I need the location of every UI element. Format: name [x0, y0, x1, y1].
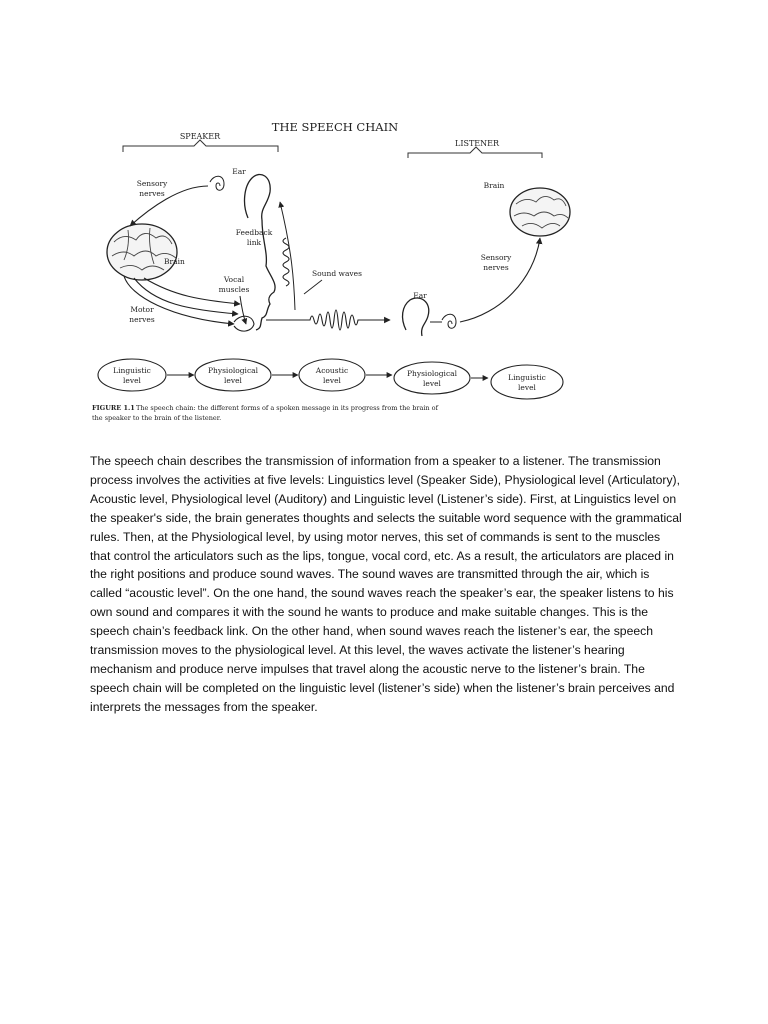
level-acoustic — [299, 359, 365, 391]
feedback-label-1: Feedback — [235, 228, 273, 237]
level-1-line-1: Linguistic — [113, 366, 151, 375]
level-2-line-1: Physiological — [207, 366, 259, 375]
level-physiological-speaker — [195, 359, 271, 391]
sound-waves-label: Sound waves — [312, 269, 362, 278]
motor-nerves-label-1: Motor — [130, 305, 154, 314]
listener-ear-label: Ear — [413, 291, 427, 300]
body-text-block — [90, 452, 682, 717]
vocal-muscles-label-1: Vocal — [223, 275, 245, 284]
level-3-line-1: Acoustic — [315, 366, 349, 375]
feedback-wave — [283, 238, 289, 286]
feedback-label-2: link — [246, 238, 262, 247]
level-4-line-1: Physiological — [406, 369, 458, 378]
speaker-sensory-label-1: Sensory — [136, 179, 168, 188]
listener-sensory-label-1: Sensory — [480, 253, 512, 262]
motor-nerves-label-2: nerves — [129, 315, 155, 324]
level-2-line-2: level — [224, 376, 242, 385]
speaker-brain-label: Brain — [164, 257, 185, 266]
listener-brain-icon — [510, 188, 570, 236]
speaker-heading: SPEAKER — [179, 132, 221, 141]
listener-ear-icon — [403, 298, 456, 336]
speech-chain-figure — [90, 100, 580, 435]
level-1-line-2: level — [123, 376, 141, 385]
speaker-brain-icon — [107, 224, 177, 280]
figure-caption-label: FIGURE 1.1 — [92, 404, 135, 412]
level-3-line-2: level — [323, 376, 341, 385]
speaker-sensory-label-2: nerves — [139, 189, 165, 198]
speaker-ear-icon — [210, 174, 270, 220]
listener-brain-label: Brain — [483, 181, 505, 190]
level-5-line-2: level — [518, 383, 536, 392]
body-paragraph: The speech chain describes the transmission of information from a speaker to a listener. The transmission process involves the activities at five levels: Linguistics level (Speaker Side), Physiological level (Articulatory), Acoustic level, Physiological level (Auditory) and Linguistic level (Listener’s side). First, at Linguistics level on the speaker's side, the brain generates thoughts and selects the suitable word sequence with the grammatical rules. Then, at the Physiological level, by using motor nerves, this set of commands is sent to the muscles that control the articulators such as the lips, tongue, vocal cord, etc. As a result, the articulators are placed in the right positions and produce sound waves. The sound waves are transmitted through the air, which is called “acoustic level”. On the one hand, the sound waves reach the speaker’s ear, the speaker listens to his own sound and compares it with the sound he wants to produce and make suitable changes. This is the speech chain’s feedback link. On the other hand, when sound waves reach the listener’s ear, the speech transmission moves to the physiological level. At this level, the waves activate the listener’s hearing mechanism and produce nerve impulses that travel along the acoustic nerve to the listener’s brain. The speech chain will be completed on the linguistic level (listener’s side) when the listener’s brain perceives and interprets the messages from the speaker. — [90, 454, 682, 714]
figure-title: THE SPEECH CHAIN — [271, 120, 399, 134]
speech-chain-diagram — [90, 100, 580, 435]
level-linguistic-listener — [491, 365, 563, 399]
figure-caption-line-1: The speech chain: the different forms of a spoken message in its progress from the brain of — [136, 404, 438, 412]
vocal-muscles-label-2: muscles — [218, 285, 250, 294]
vocal-muscles-pointer — [240, 296, 246, 324]
listener-sensory-nerve-path — [460, 238, 540, 322]
speaker-ear-label: Ear — [232, 167, 246, 176]
figure-caption-line-2: the speaker to the brain of the listener. — [92, 414, 222, 422]
feedback-link-arrow — [280, 202, 295, 310]
level-5-line-1: Linguistic — [508, 373, 546, 382]
sound-wave-path — [266, 310, 390, 330]
level-linguistic-speaker — [98, 359, 166, 391]
sound-waves-pointer — [304, 280, 322, 294]
speaker-bracket — [123, 140, 278, 152]
level-4-line-2: level — [423, 379, 441, 388]
listener-bracket — [408, 147, 542, 158]
level-physiological-listener — [394, 362, 470, 394]
listener-heading: LISTENER — [455, 139, 499, 148]
listener-sensory-label-2: nerves — [483, 263, 509, 272]
